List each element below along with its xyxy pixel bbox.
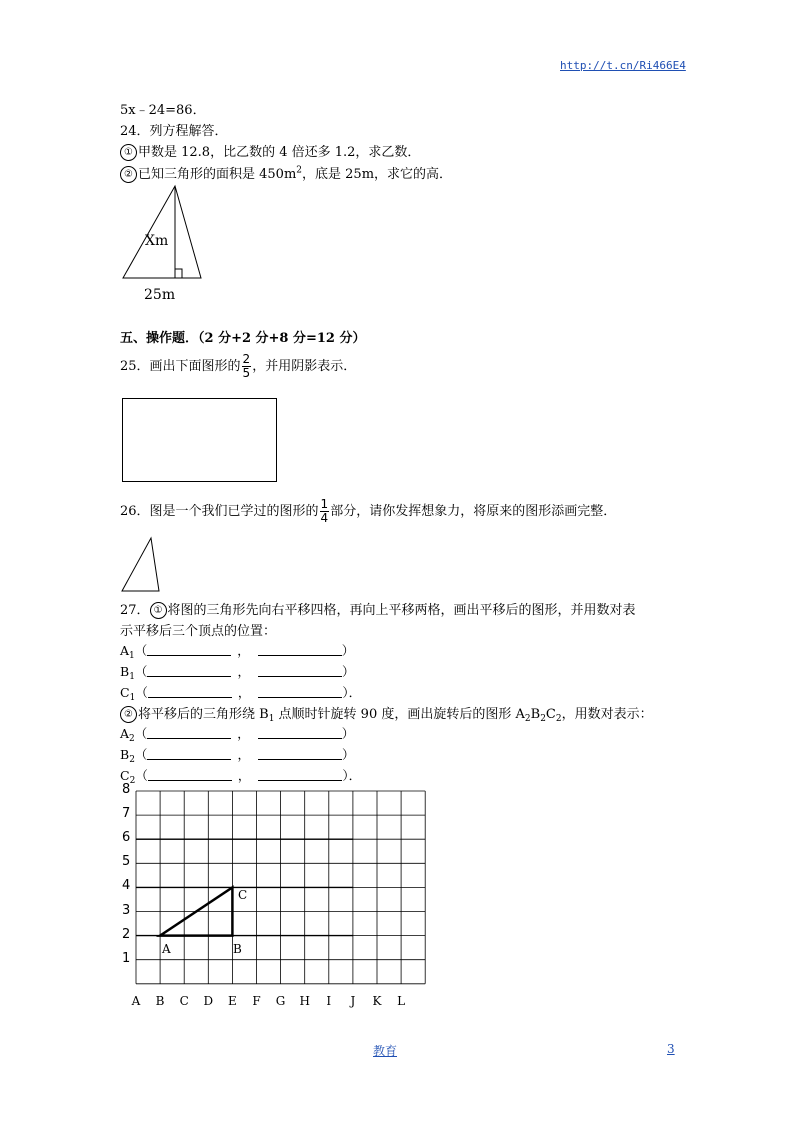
paren-close: ） [341,747,355,762]
paren-close: ） [341,643,355,658]
paren-close: ） [341,664,355,679]
height-label: Xm [145,233,169,249]
paren-open: （ [134,747,148,762]
q26-text-b: 部分，请你发挥想象力，将原来的图形添画完整． [330,504,617,519]
sub: 1 [268,714,275,724]
q23-equation: 5x﹣24=86． [120,103,206,118]
paren-open: （ [135,685,148,700]
point-label-c: C [238,888,248,902]
vertex-sub: 1 [129,672,135,682]
sub: 2 [540,714,546,724]
grid-row-label: 1 [122,950,131,966]
grid-column-label: D [203,994,214,1008]
letter: C [545,707,556,722]
grid-column-label: H [299,994,310,1008]
vertex-sub: 2 [129,776,136,786]
comma: ， [237,768,251,783]
fraction-denominator: 5 [242,366,251,380]
fraction-numerator: 1 [320,497,329,511]
grid-row-label: 3 [122,902,131,918]
sub: 2 [524,714,531,724]
vertex-letter: B [120,747,130,762]
grid-column-label: C [179,994,189,1008]
comma: ， [237,726,250,741]
fraction-numerator: 2 [242,352,251,366]
grid-column-label: B [155,994,165,1008]
circled-number: ② [120,706,137,723]
sub: 2 [555,714,562,724]
grid-row-label: 6 [122,830,131,846]
grid-row-label: 2 [122,926,131,942]
vertex-letter: A [120,726,130,741]
paren-open: （ [134,643,148,658]
vertex-letter: C [120,768,130,783]
footer-link[interactable]: 教育 [373,1044,398,1058]
paren-open: （ [134,726,148,741]
point-label-a: A [162,942,171,956]
grid-column-label: K [372,994,382,1008]
paren-open: （ [135,768,148,783]
q26-text-a: 26．图是一个我们已学过的图形的 [120,504,319,519]
header-link[interactable]: http://t.cn/Ri466E4 [560,59,686,72]
page-number: 3 [667,1042,675,1056]
q27-number: 27． [120,603,150,618]
q27-part2-text: 将平移后的三角形绕 B [138,707,269,722]
q27-line1-text: 将图的三角形先向右平移四格，再向上平移两格，画出平移后的图形，并用数对表 [167,603,636,618]
circled-number: ① [150,602,167,619]
base-label: 25m [144,287,176,303]
letter: B [530,707,541,722]
grid-column-label: A [131,994,141,1008]
comma: ， [237,664,250,679]
point-label-b: B [233,942,242,956]
vertex-sub: 2 [129,755,135,765]
q27-part2-end: ，用数对表示： [561,707,653,722]
paren-close: ） [341,726,355,741]
grid-column-label: J [350,994,356,1008]
grid-column-label: F [252,994,261,1008]
vertex-letter: A [120,643,130,658]
vertex-sub: 2 [129,734,135,744]
grid-column-label: E [228,994,237,1008]
paren-close: ）． [342,768,362,783]
vertex-sub: 1 [129,693,136,703]
comma: ， [237,685,251,700]
q24-title: 24．列方程解答． [120,124,228,139]
grid-column-label: I [326,994,332,1008]
circled-number: ② [120,166,137,183]
grid-row-label: 8 [122,782,131,797]
q24-part2-sup: 2 [296,165,303,176]
paren-close: ）． [342,685,362,700]
q25-text-b: ，并用阴影表示． [252,359,357,374]
grid-row-label: 7 [122,806,131,822]
paren-open: （ [134,664,148,679]
q24-part1-text: 甲数是 12.8，比乙数的 4 倍还多 1.2，求乙数． [138,145,421,160]
grid-column-label: L [397,994,406,1008]
circled-number: ① [120,144,137,161]
comma: ， [237,747,250,762]
q24-part2-text-a: 已知三角形的面积是 450m [138,167,297,182]
q25-text-a: 25．画出下面图形的 [120,359,241,374]
comma: ， [237,643,250,658]
section5-title: 五、操作题．（2 分+2 分+8 分=12 分） [120,331,366,346]
q27-part2-text-b: 点顺时针旋转 90 度，画出旋转后的图形 A [274,707,525,722]
q27-line2: 示平移后三个顶点的位置： [120,624,277,639]
vertex-letter: C [120,685,130,700]
q24-part2-text-b: ，底是 25m，求它的高． [302,167,453,182]
grid-column-label: G [275,994,286,1008]
grid-row-label: 5 [122,854,131,870]
vertex-letter: B [120,664,130,679]
fraction-denominator: 4 [320,511,329,525]
vertex-sub: 1 [129,651,135,661]
grid-row-label: 4 [122,878,131,894]
